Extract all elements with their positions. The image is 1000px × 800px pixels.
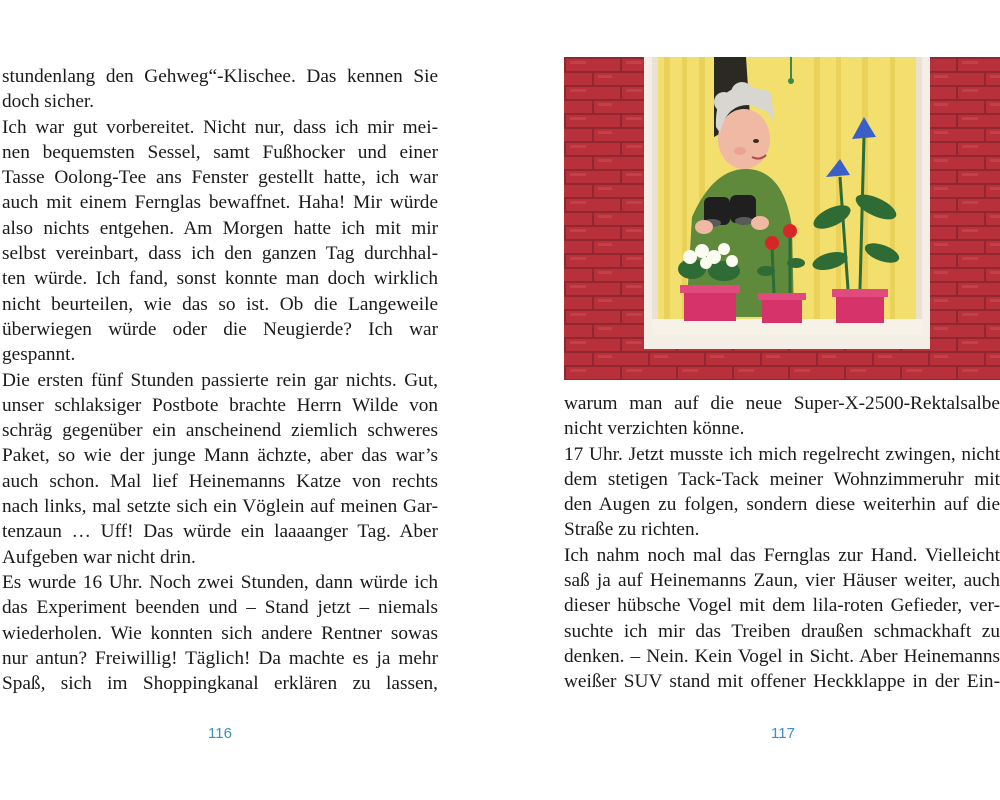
text-line: Spaß, sich im Shoppingkanal erklären zu lassen,: [2, 673, 438, 695]
text-line: suchte ich mir das Treiben draußen schmackhaft zu: [564, 620, 1000, 642]
text-line: warum man auf die neue Super-X-2500-Rektalsalbe: [564, 393, 1000, 414]
text-line: nicht beurteilen, wie das so ist. Ob die Langeweile: [2, 293, 438, 315]
text-line: Ich nahm noch mal das Fernglas zur Hand. Vielleicht: [564, 544, 1000, 566]
text-line: wiederholen. Wie konnten sich andere Rentner sowas: [2, 622, 438, 644]
text-line: also nichts entgehen. Am Morgen hatte ich mit mir: [2, 217, 438, 239]
text-line: auch schon. Mal lief Heinemanns Katze von rechts: [2, 470, 438, 492]
text-line: nen bequemsten Sessel, samt Fußhocker und einer: [2, 141, 438, 163]
right-page-text: [564, 391, 1000, 695]
text-line: Aufgeben war nicht drin.: [2, 546, 196, 568]
text-line: nach links, mal setzte sich ein Vöglein auf meinen Gar-: [2, 496, 438, 518]
woman-head: [718, 109, 770, 169]
text-line: Es wurde 16 Uhr. Noch zwei Stunden, dann würde ich: [2, 571, 438, 593]
text-line: denken. – Nein. Kein Vogel in Sicht. Aber Heinemanns: [564, 645, 1000, 667]
text-line: Tasse Oolong-Tee ans Fenster gestellt hatte, ich war: [2, 167, 438, 189]
text-line: tenzaun … Uff! Das würde ein laaaanger Tag. Aber: [2, 521, 438, 543]
text-line: Ich war gut vorbereitet. Nicht nur, dass ich mir mei-: [2, 116, 438, 138]
illustration-woman-at-window: [564, 57, 1000, 380]
text-line: dieser hübsche Vogel mit dem lila-roten Gefieder, ver-: [564, 595, 1000, 617]
text-line: unser schlaksiger Postbote brachte Herrn Wilde von: [2, 394, 438, 416]
text-line: selbst vereinbart, dass ich den ganzen Tag durchhal-: [2, 243, 438, 265]
left-page: [0, 0, 440, 800]
text-line: auch mit einem Fernglas bewaffnet. Haha! Mir würde: [2, 192, 438, 214]
text-line: ten würde. Ich fand, sonst konnte man doch wirklich: [2, 268, 438, 290]
text-line: nur antun? Freiwillig! Täglich! Da machte es ja mehr: [2, 647, 438, 669]
text-line: den Augen zu folgen, sondern diese weiterhin auf die: [564, 494, 1000, 516]
text-line: saß ja auf Heinemanns Zaun, vier Häuser weiter, auch: [564, 570, 1000, 592]
text-line: gespannt.: [2, 344, 76, 366]
page-number: 117: [771, 725, 795, 742]
text-line: schräg gegenüber ein anscheinend ziemlich schweres: [2, 420, 438, 442]
left-page-text: [2, 64, 438, 696]
text-line: das Experiment beenden und – Stand jetzt – niemals: [2, 597, 438, 619]
text-line: Paket, so wie der junge Mann ächzte, aber das war’s: [2, 445, 438, 467]
text-line: überwiegen würde oder die Neugierde? Ich war: [2, 318, 438, 340]
text-line: 17 Uhr. Jetzt musste ich mich regelrecht zwingen, nicht: [564, 443, 1000, 465]
right-page: [564, 0, 1000, 800]
text-line: nicht verzichten könne.: [564, 418, 745, 440]
text-line: Straße zu richten.: [564, 519, 700, 541]
text-line: dem stetigen Tack-Tack meiner Wohnzimmeruhr mit: [564, 468, 1000, 490]
text-line: weißer SUV stand mit offener Heckklappe in der Ein-: [564, 671, 1000, 693]
page-number: 116: [208, 725, 232, 742]
text-line: Die ersten fünf Stunden passierte rein gar nichts. Gut,: [2, 369, 438, 391]
text-line: doch sicher.: [2, 91, 95, 113]
text-line: stundenlang den Gehweg“-Klischee. Das kennen Sie: [2, 66, 438, 87]
